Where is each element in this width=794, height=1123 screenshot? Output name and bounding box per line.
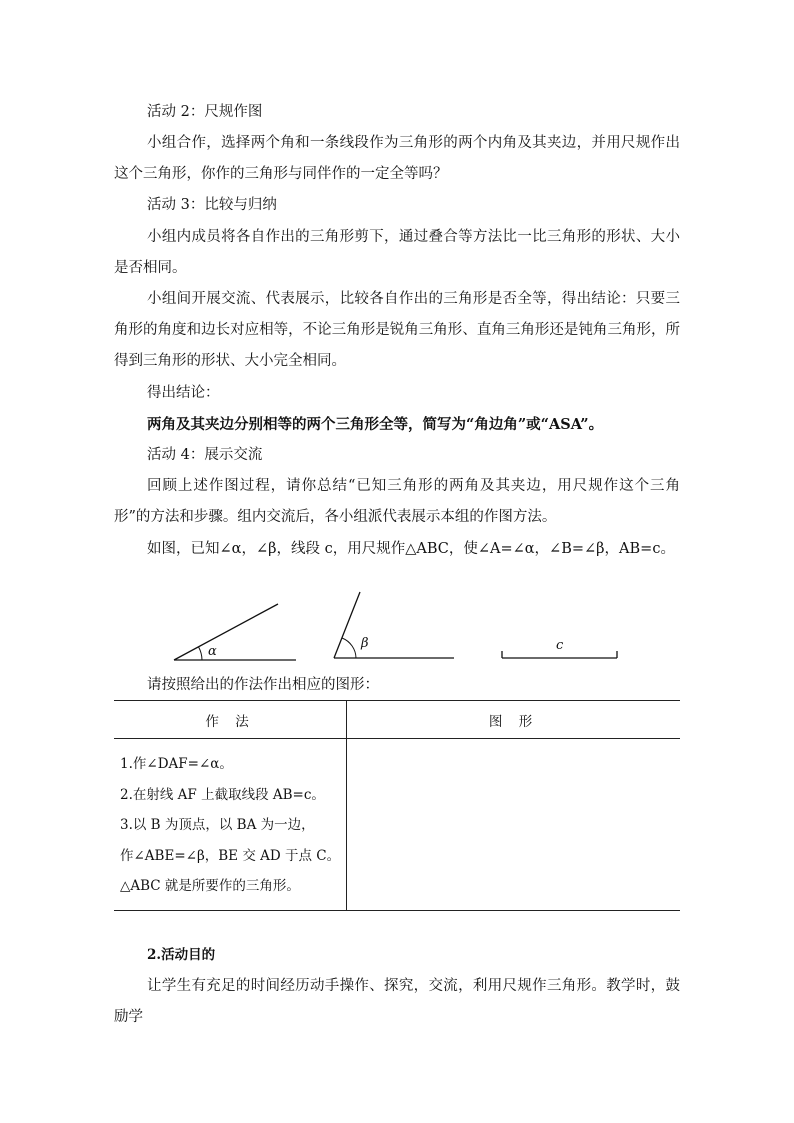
activity3-title: 活动 3：比较与归纳 <box>147 197 277 213</box>
activity4-text-1: 回顾上述作图过程，请你总结“已知三角形的两角及其夹边，用尺规作这个三角形”的方法和步骤。组内交流后，各小组派代表展示本组的作图方法。 <box>114 478 680 525</box>
conclusion-label: 得出结论： <box>147 385 220 401</box>
segment-c-figure <box>502 638 617 658</box>
activity2-title: 活动 2：尺规作图 <box>147 104 263 120</box>
purpose-text: 让学生有充足的时间经历动手操作、探究，交流，利用尺规作三角形。教学时，鼓励学 <box>114 978 680 1025</box>
activity4-text-2: 如图，已知∠α，∠β，线段 c，用尺规作△ABC，使∠A=∠α，∠B=∠β，AB=c。 <box>147 541 675 557</box>
c-label: c <box>556 638 564 653</box>
construction-steps <box>114 739 347 911</box>
step-1: 1.作∠DAF=∠α。 <box>120 756 233 772</box>
step-2: 2.在射线 AF 上截取线段 AB=c。 <box>120 786 325 803</box>
column-header-method: 作 法 <box>114 701 347 739</box>
construction-table <box>114 700 680 911</box>
figure-drawing-cell[interactable] <box>347 739 680 911</box>
conclusion-statement: 两角及其夹边分别相等的两个三角形全等，简写为“角边角”或“ASA”。 <box>147 416 604 433</box>
activity4-title: 活动 4：展示交流 <box>147 447 263 463</box>
angle-alpha-figure <box>174 604 296 660</box>
alpha-label: α <box>208 644 217 659</box>
step-3: 3.以 B 为顶点，以 BA 为一边， <box>120 817 315 833</box>
purpose-title: 2.活动目的 <box>147 947 216 963</box>
step-conclusion: △ABC 就是所要作的三角形。 <box>120 878 300 894</box>
activity2-text: 小组合作，选择两个角和一条线段作为三角形的两个内角及其夹边，并用尺规作出这个三角形，你作的三角形与同伴作的一定全等吗？ <box>114 135 680 182</box>
activity3-text-2: 小组间开展交流、代表展示，比较各自作出的三角形是否全等，得出结论：只要三角形的角度和边长对应相等，不论三角形是锐角三角形、直角三角形还是钝角三角形，所得到三角形的形状、大小完全相同。 <box>114 291 680 369</box>
instruction-text: 请按照给出的作法作出相应的图形： <box>147 677 379 693</box>
step-3-cont: 作∠ABE=∠β，BE 交 AD 于点 C。 <box>120 847 341 864</box>
activity3-text-1: 小组内成员将各自作出的三角形剪下，通过叠合等方法比一比三角形的形状、大小是否相同。 <box>114 229 680 276</box>
beta-label: β <box>361 636 369 651</box>
angle-beta-figure <box>334 592 454 658</box>
column-header-figure: 图 形 <box>347 701 680 739</box>
given-figures <box>114 590 680 675</box>
